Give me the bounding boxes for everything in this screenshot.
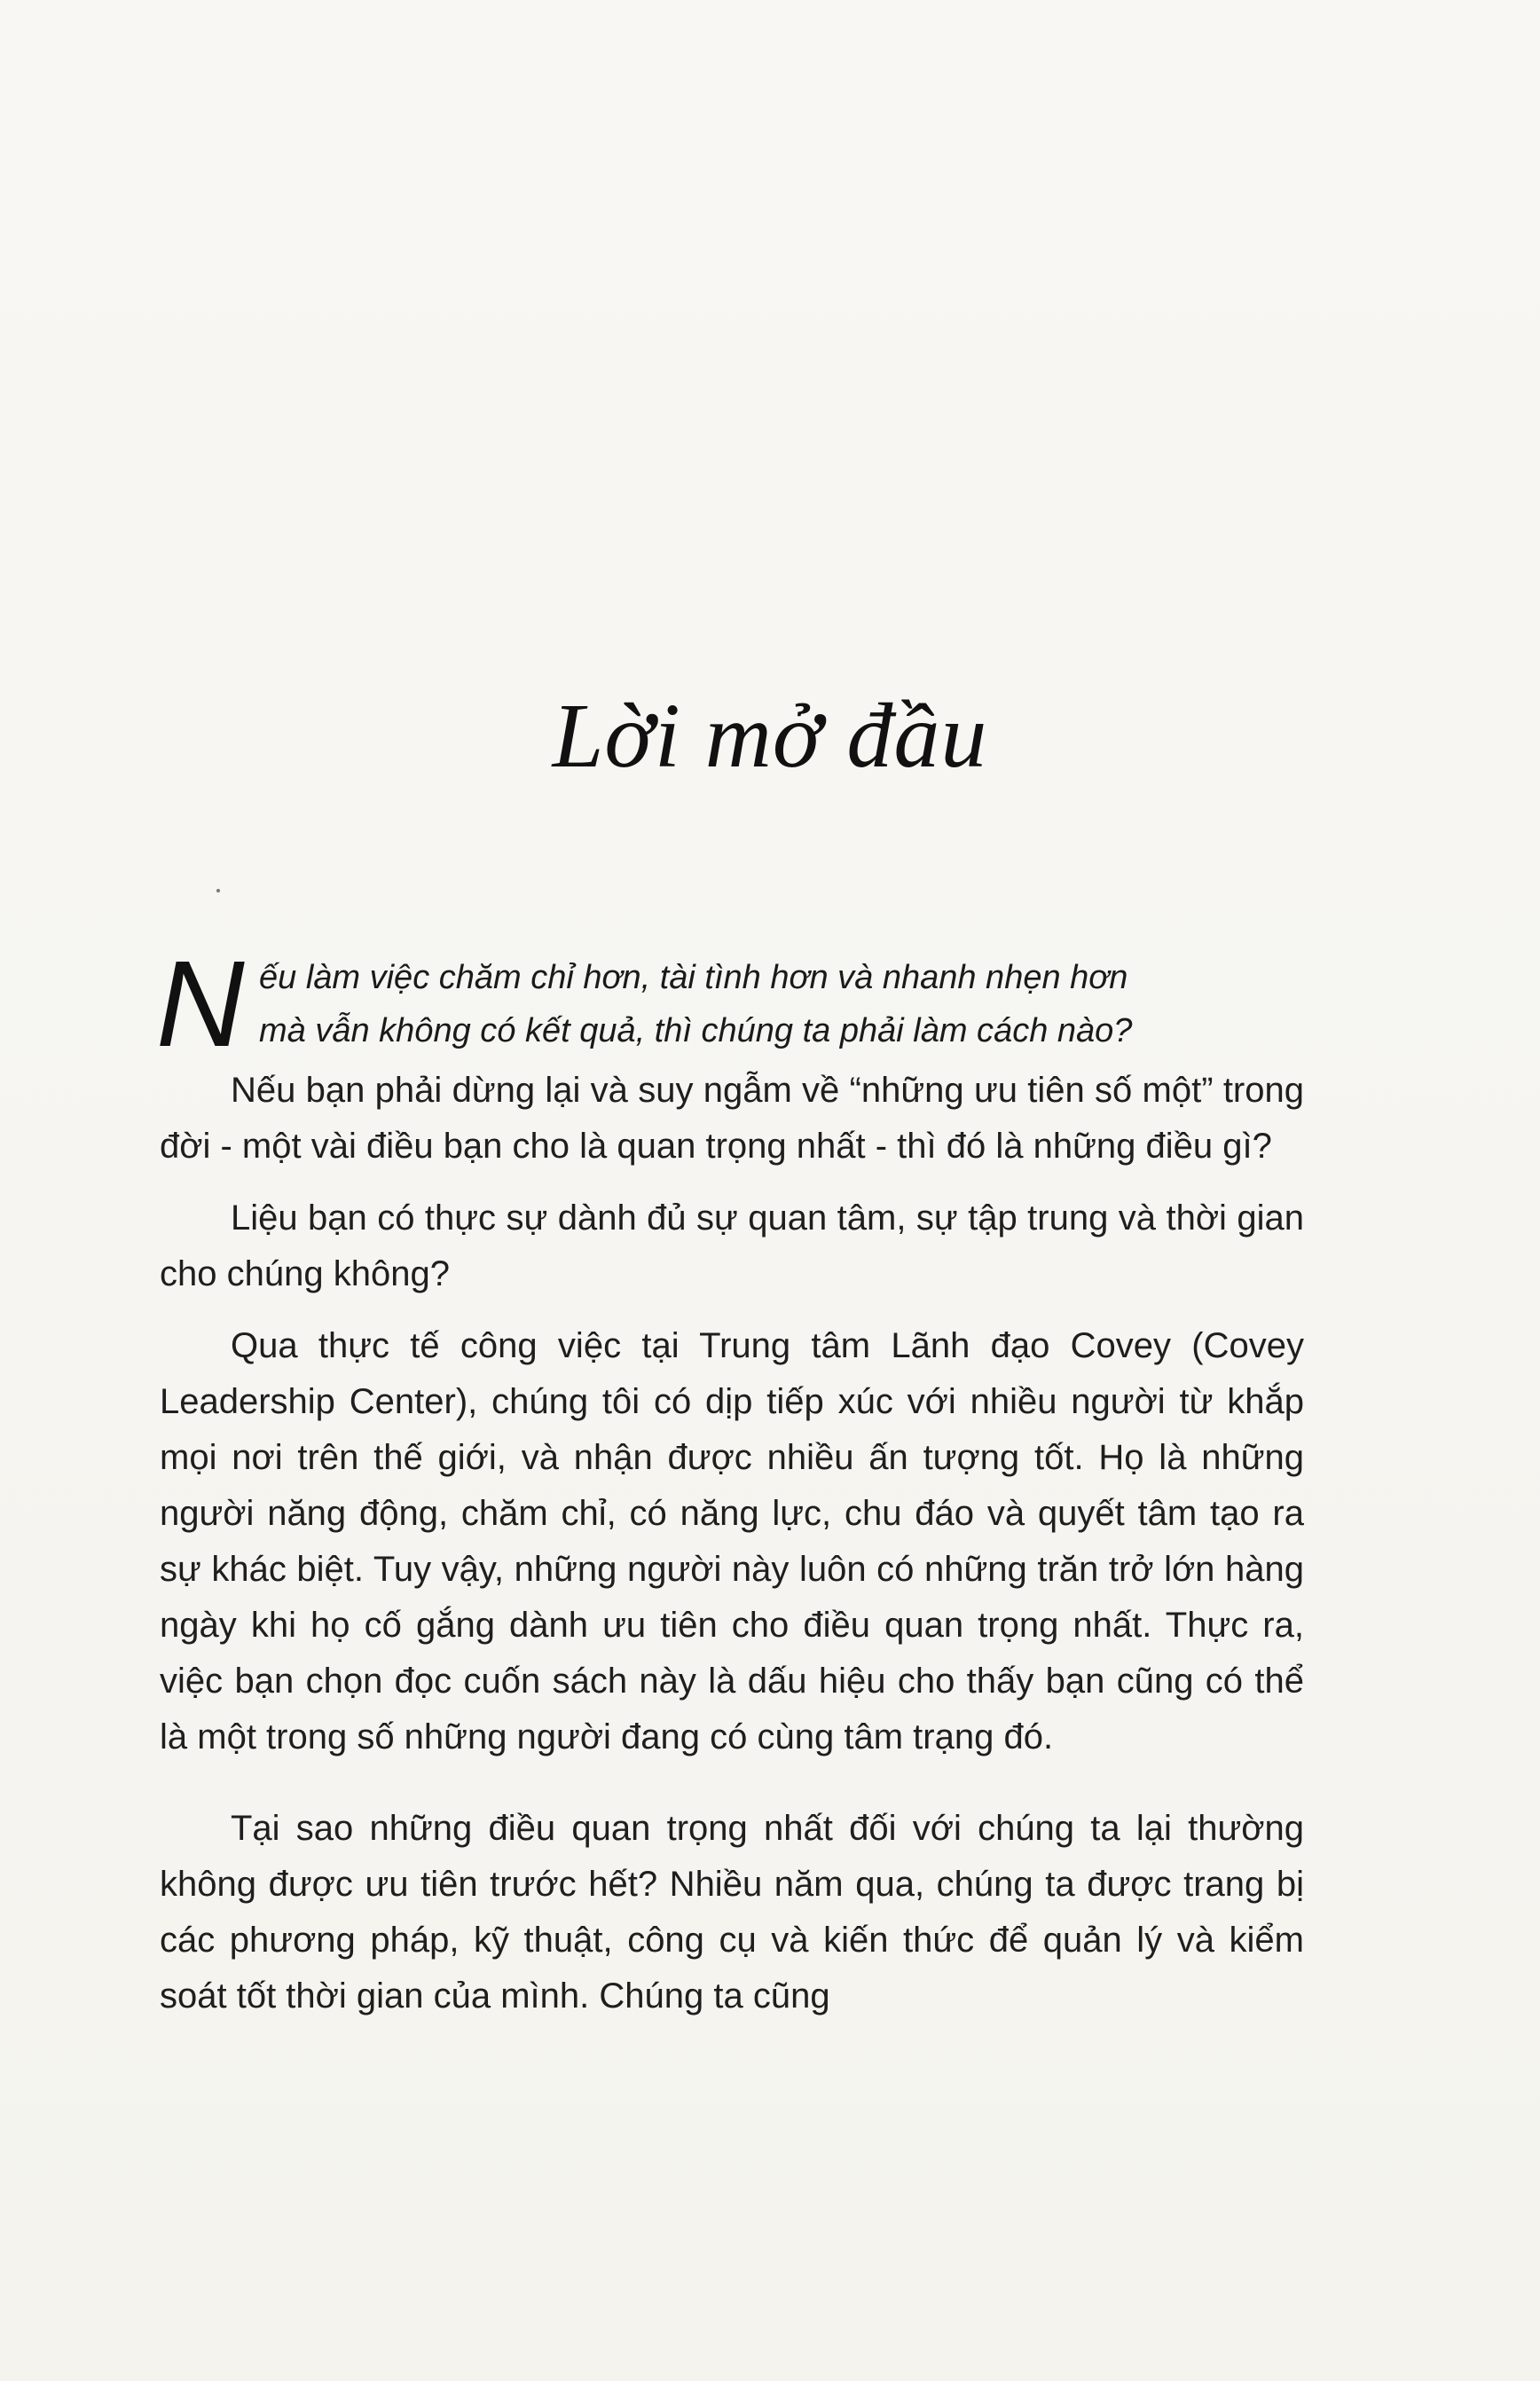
intro-line-1: ếu làm việc chăm chỉ hơn, tài tình hơn và nhanh nhẹn hơn	[259, 959, 1128, 996]
reverse-side-bleed-through	[142, 248, 1295, 472]
intro-paragraph	[156, 936, 1304, 1073]
body-paragraph-4: Tại sao những điều quan trọng nhất đối với chúng ta lại thường không được ưu tiên trước hết? Nhiều năm qua, chúng ta được trang bị các phương pháp, kỹ thuật, công cụ và kiến thức để quản lý và kiểm soát tốt thời gian của mình. Chúng ta cũng	[160, 1809, 1304, 2016]
chapter-title: Lời mở đầu	[552, 685, 988, 787]
body-paragraph-3: Qua thực tế công việc tại Trung tâm Lãnh đạo Covey (Covey Leadership Center), chúng tôi có dịp tiếp xúc với nhiều người từ khắp mọi nơi trên thế giới, và nhận được nhiều ấn tượng tốt. Họ là những người năng động, chăm chỉ, có năng lực, chu đáo và quyết tâm tạo ra sự khác biệt. Tuy vậy, những người này luôn có những trăn trở lớn hàng ngày khi họ cố gắng dành ưu tiên cho điều quan trọng nhất. Thực ra, việc bạn chọn đọc cuốn sách này là dấu hiệu cho thấy bạn cũng có thể là một trong số những người đang có cùng tâm trạng đó.	[160, 1326, 1304, 1756]
chapter-body	[156, 936, 1304, 2040]
intro-line-2: mà vẫn không có kết quả, thì chúng ta phải làm cách nào?	[259, 1012, 1133, 1049]
page-speck	[216, 889, 220, 892]
drop-cap: N	[156, 936, 245, 1073]
body-paragraph-2: Liệu bạn có thực sự dành đủ sự quan tâm, sự tập trung và thời gian cho chúng không?	[160, 1198, 1304, 1293]
body-paragraph-1: Nếu bạn phải dừng lại và suy ngẫm về “những ưu tiên số một” trong đời - một vài điều bạn cho là quan trọng nhất - thì đó là những điều gì?	[160, 1071, 1304, 1166]
